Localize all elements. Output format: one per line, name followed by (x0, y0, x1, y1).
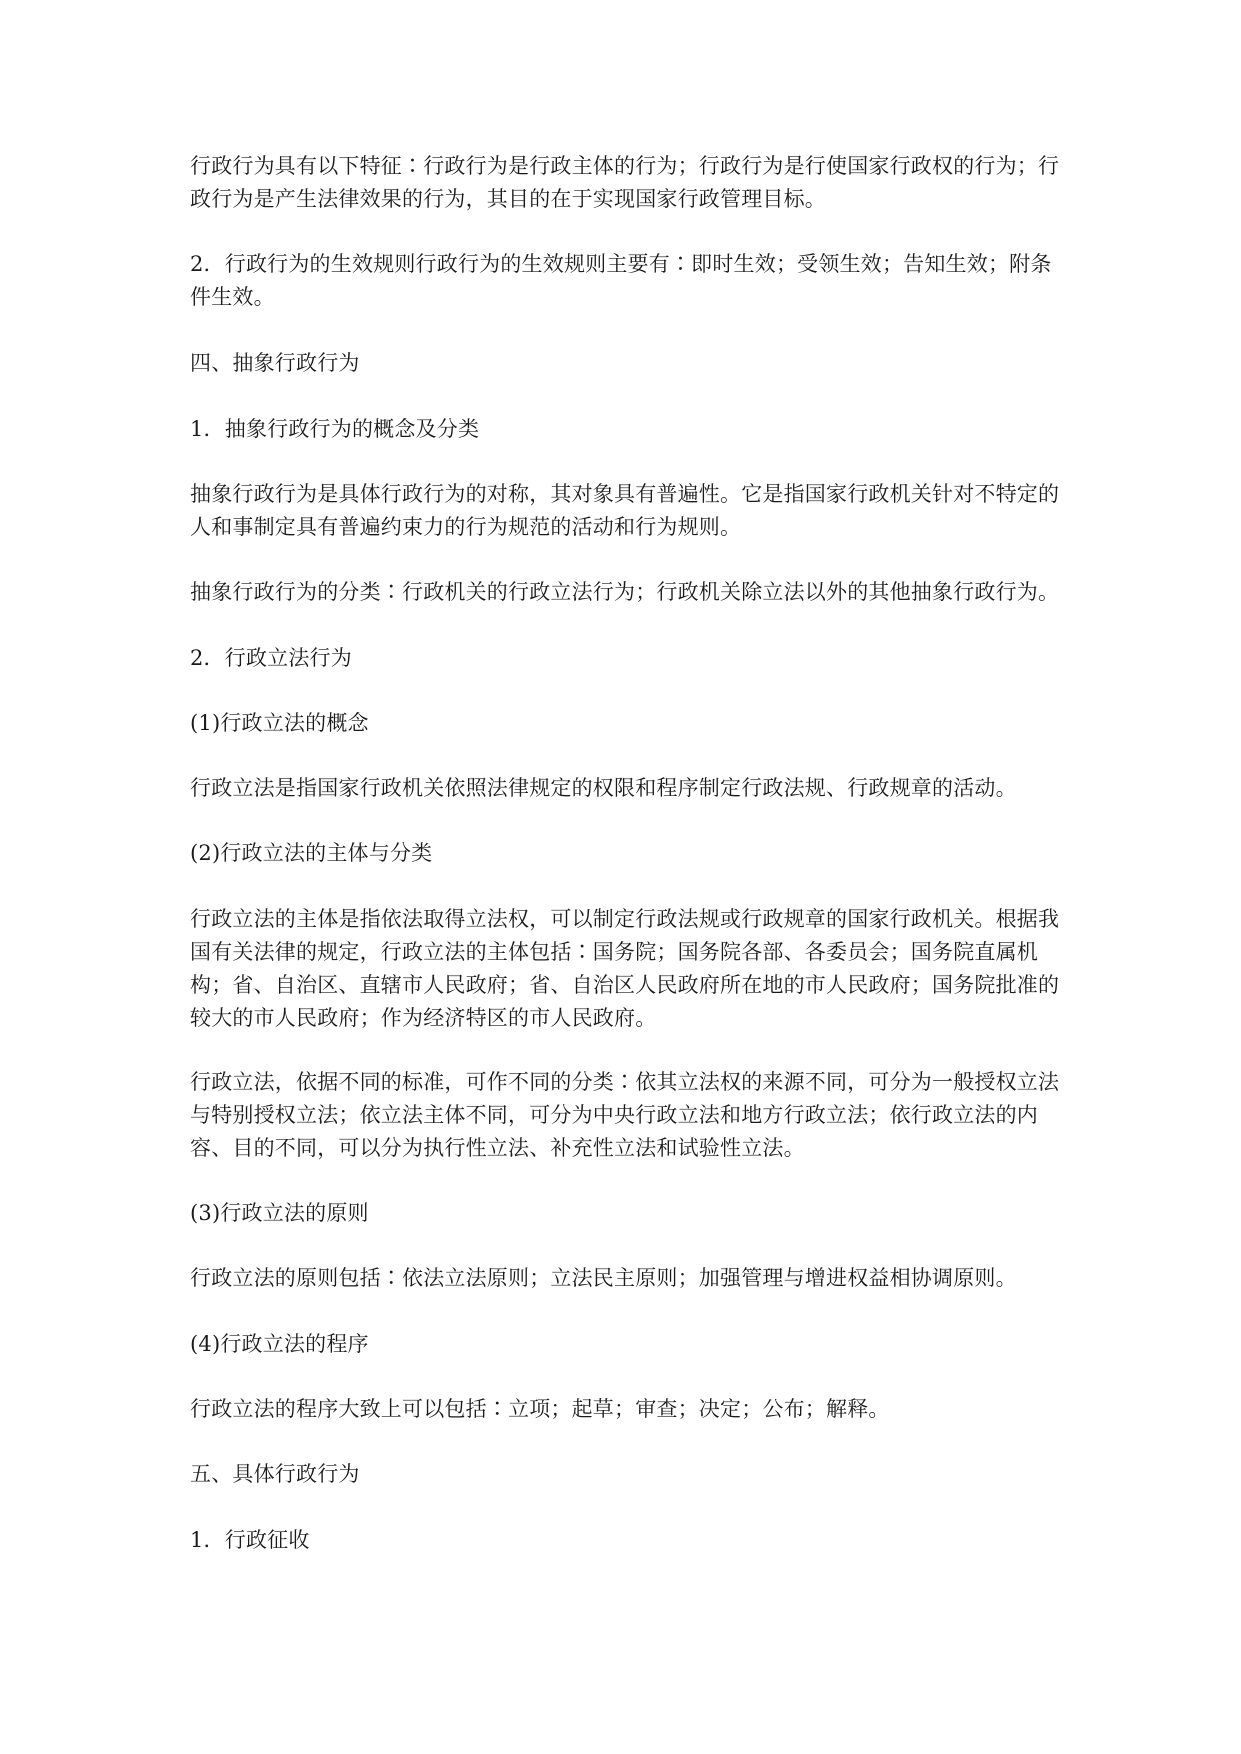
paragraph-legislation-principles: 行政立法的原则包括∶依法立法原则；立法民主原则；加强管理与增进权益相协调原则。 (190, 1266, 1017, 1290)
section-heading-abstract-act: 四、抽象行政行为 (190, 351, 360, 375)
subheading-legislation-principles: (3)行政立法的原则 (190, 1201, 369, 1225)
paragraph-legislation-subjects: 行政立法的主体是指依法取得立法权，可以制定行政法规或行政规章的国家行政机关。根据我国有关法律的规定，行政立法的主体包括∶国务院；国务院各部、各委员会；国务院直属机构；省、自治区、直辖市人民政府；省、自治区人民政府所在地的市人民政府；国务院批准的较大的市人民政府；作为经济特区的市人民政府。 (190, 907, 1060, 1030)
subheading-administrative-levy: 1．行政征收 (190, 1528, 310, 1552)
subheading-legislation-concept: (1)行政立法的概念 (190, 711, 369, 735)
paragraph-legislation-classification: 行政立法，依据不同的标准，可作不同的分类∶依其立法权的来源不同，可分为一般授权立法与特别授权立法；依立法主体不同，可分为中央行政立法和地方行政立法；依行政立法的内容、目的不同，可以分为执行性立法、补充性立法和试验性立法。 (190, 1070, 1060, 1160)
paragraph-effectiveness-rules: 2．行政行为的生效规则行政行为的生效规则主要有∶即时生效；受领生效；告知生效；附条件生效。 (190, 252, 1052, 309)
paragraph-abstract-classification: 抽象行政行为的分类∶行政机关的行政立法行为；行政机关除立法以外的其他抽象行政行为。 (190, 580, 1060, 604)
paragraph-abstract-definition: 抽象行政行为是具体行政行为的对称，其对象具有普遍性。它是指国家行政机关针对不特定的人和事制定具有普遍约束力的行为规范的活动和行为规则。 (190, 482, 1060, 539)
paragraph-legislation-procedure: 行政立法的程序大致上可以包括∶立项；起草；审查；决定；公布；解释。 (190, 1397, 890, 1421)
paragraph-legislation-definition: 行政立法是指国家行政机关依照法律规定的权限和程序制定行政法规、行政规章的活动。 (190, 776, 1017, 800)
subheading-administrative-legislation: 2．行政立法行为 (190, 646, 352, 670)
section-heading-specific-act: 五、具体行政行为 (190, 1462, 360, 1486)
subheading-abstract-concept: 1．抽象行政行为的概念及分类 (190, 417, 480, 441)
subheading-legislation-subjects: (2)行政立法的主体与分类 (190, 841, 433, 865)
paragraph-administrative-act-features: 行政行为具有以下特征∶行政行为是行政主体的行为；行政行为是行使国家行政权的行为；行政行为是产生法律效果的行为，其目的在于实现国家行政管理目标。 (190, 154, 1060, 211)
subheading-legislation-procedure: (4)行政立法的程序 (190, 1332, 369, 1356)
